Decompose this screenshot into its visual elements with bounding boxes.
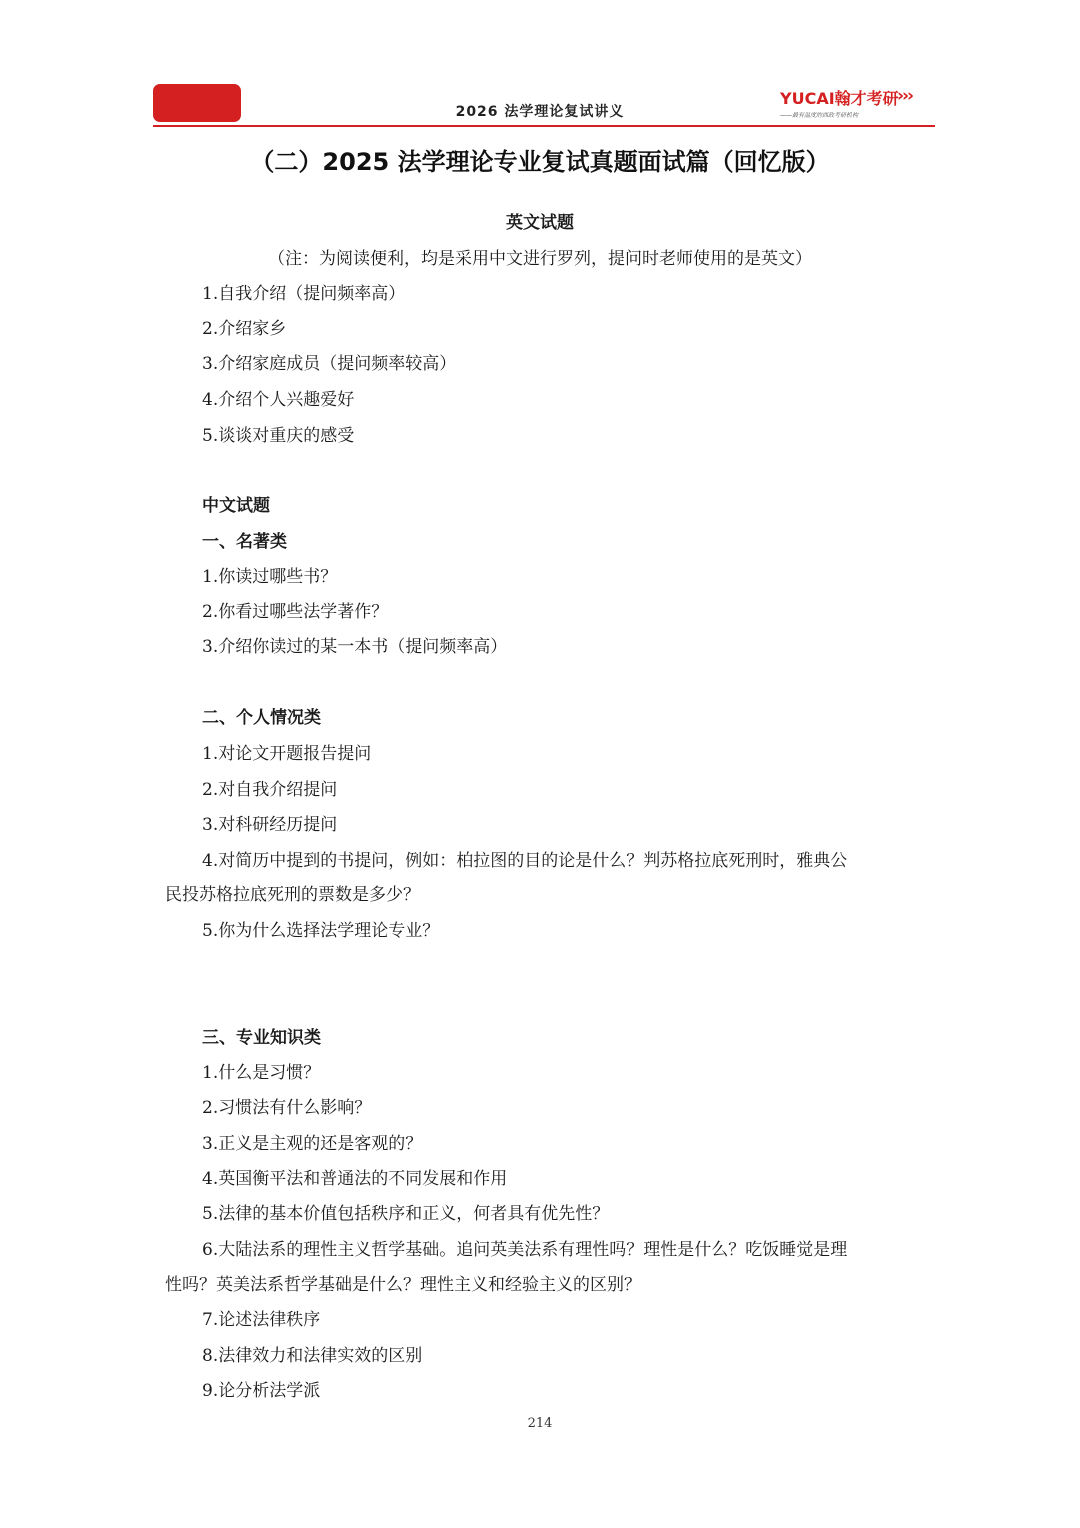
english-section-heading: 英文试题 — [506, 213, 574, 233]
list-item: 1.什么是习惯？ — [202, 1063, 321, 1083]
part2-heading: 二、个人情况类 — [202, 708, 321, 728]
list-item: 3.介绍家庭成员（提问频率较高） — [202, 354, 457, 374]
logo-arrows-icon: ››› — [897, 86, 913, 106]
running-header-title: 2026 法学理论复试讲义 — [455, 104, 625, 120]
list-item: 2.对自我介绍提问 — [202, 780, 338, 800]
list-item: 4.介绍个人兴趣爱好 — [202, 390, 355, 410]
part1-heading: 一、名著类 — [202, 532, 287, 552]
header-divider — [153, 125, 935, 127]
list-item: 8.法律效力和法律实效的区别 — [202, 1346, 423, 1366]
part3-heading: 三、专业知识类 — [202, 1028, 321, 1048]
list-item: 6.大陆法系的理性主义哲学基础。追问英美法系有理性吗？理性是什么？吃饭睡觉是理 — [202, 1240, 848, 1260]
list-item-continuation: 性吗？英美法系哲学基础是什么？理性主义和经验主义的区别？ — [165, 1275, 641, 1295]
logo-text: YUCAI翰才考研 — [780, 89, 899, 108]
list-item: 2.你看过哪些法学著作？ — [202, 602, 389, 622]
list-item: 1.对论文开题报告提问 — [202, 744, 372, 764]
list-item: 1.自我介绍（提问频率高） — [202, 284, 406, 304]
list-item: 4.英国衡平法和普通法的不同发展和作用 — [202, 1169, 508, 1189]
list-item: 3.对科研经历提问 — [202, 815, 338, 835]
logo-tagline: ——最有温度的西政考研机构 — [780, 112, 859, 119]
page-number: 214 — [527, 1416, 553, 1431]
list-item: 2.介绍家乡 — [202, 319, 287, 339]
english-section-note: （注：为阅读便利，均是采用中文进行罗列，提问时老师使用的是英文） — [268, 249, 812, 269]
brand-logo — [780, 86, 935, 122]
document-title: （二）2025 法学理论专业复试真题面试篇（回忆版） — [250, 148, 830, 176]
list-item: 5.谈谈对重庆的感受 — [202, 426, 355, 446]
chinese-section-heading: 中文试题 — [202, 496, 270, 516]
list-item: 1.你读过哪些书？ — [202, 567, 338, 587]
list-item: 7.论述法律秩序 — [202, 1310, 321, 1330]
list-item: 3.正义是主观的还是客观的？ — [202, 1134, 423, 1154]
list-item: 9.论分析法学派 — [202, 1381, 321, 1401]
list-item-continuation: 民投苏格拉底死刑的票数是多少？ — [165, 885, 420, 905]
list-item: 4.对简历中提到的书提问，例如：柏拉图的目的论是什么？判苏格拉底死刑时，雅典公 — [202, 851, 848, 871]
list-item: 5.法律的基本价值包括秩序和正义，何者具有优先性？ — [202, 1204, 610, 1224]
list-item: 5.你为什么选择法学理论专业？ — [202, 921, 440, 941]
list-item: 2.习惯法有什么影响？ — [202, 1098, 372, 1118]
list-item: 3.介绍你读过的某一本书（提问频率高） — [202, 637, 508, 657]
